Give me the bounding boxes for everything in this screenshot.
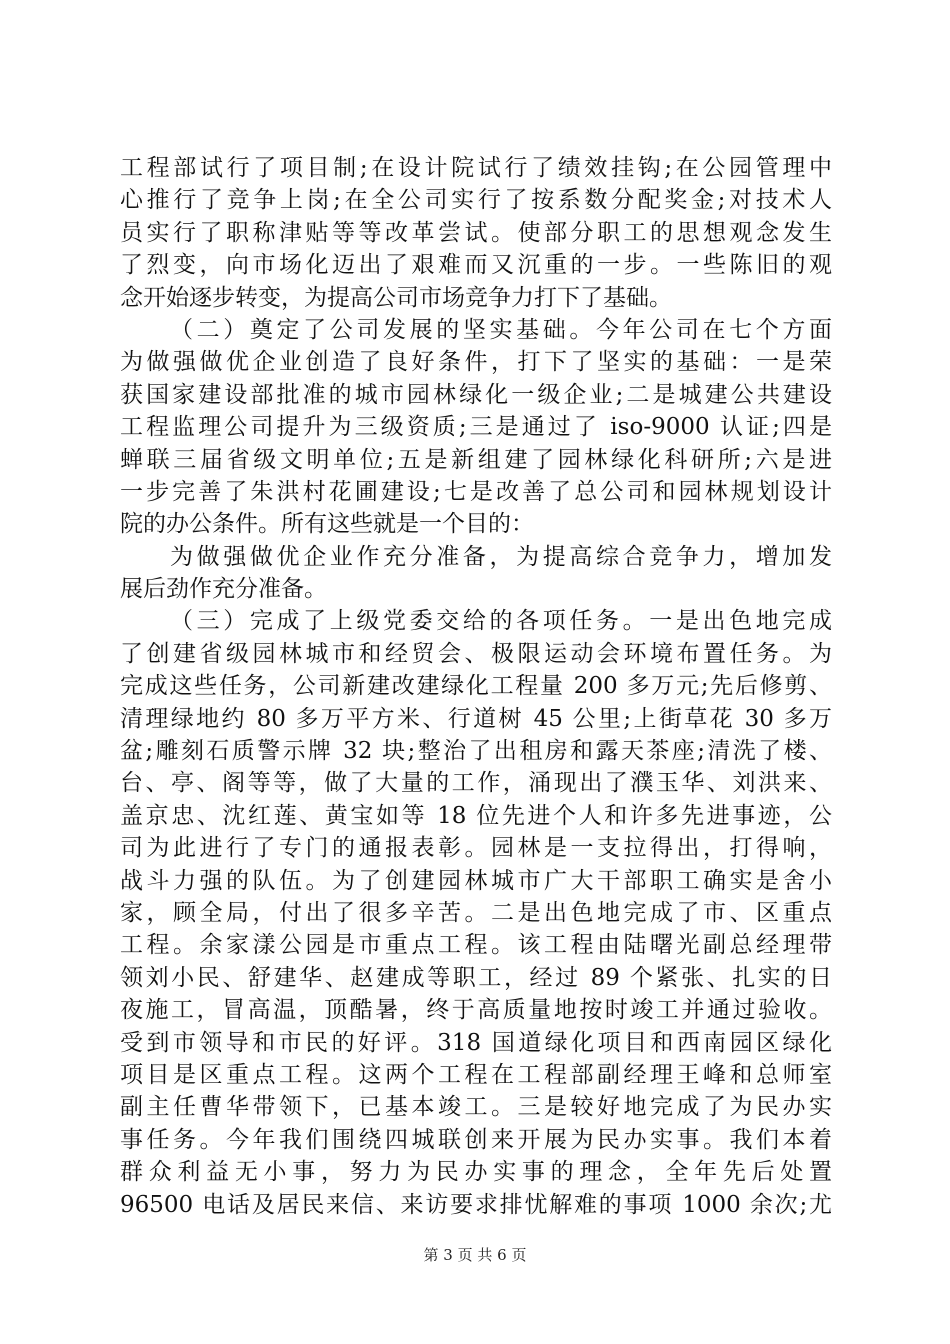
text-line: 了烈变，向市场化迈出了艰难而又沉重的一步。一些陈旧的观 xyxy=(120,252,832,279)
text-line: 为做强做优企业创造了良好条件，打下了坚实的基础：一是荣 xyxy=(120,349,832,376)
text-line: 项目是区重点工程。这两个工程在工程部副经理王峰和总师室 xyxy=(120,1061,832,1088)
text-line: 工程。余家漾公园是市重点工程。该工程由陆曙光副总经理带 xyxy=(120,932,832,959)
text-line: 副主任曹华带领下，已基本竣工。三是较好地完成了为民办实 xyxy=(120,1094,832,1121)
text-line: 院的办公条件。所有这些就是一个目的： xyxy=(120,511,534,538)
text-line: 事任务。今年我们围绕四城联创来开展为民办实事。我们本着 xyxy=(120,1126,832,1153)
text-line: 司为此进行了专门的通报表彰。园林是一支拉得出，打得响， xyxy=(120,835,832,862)
text-line: （三）完成了上级党委交给的各项任务。一是出色地完成 xyxy=(170,608,832,635)
text-line: 了创建省级园林城市和经贸会、极限运动会环境布置任务。为 xyxy=(120,640,832,667)
text-line: 清理绿地约 80 多万平方米、行道树 45 公里;上街草花 30 多万 xyxy=(120,705,832,732)
text-line: 盆;雕刻石质警示牌 32 块;整治了出租房和露天茶座;清洗了楼、 xyxy=(120,738,832,765)
text-line: （二）奠定了公司发展的坚实基础。今年公司在七个方面 xyxy=(170,316,832,343)
text-line: 为做强做优企业作充分准备，为提高综合竞争力，增加发 xyxy=(170,543,832,570)
text-line: 台、亭、阁等等，做了大量的工作，涌现出了濮玉华、刘洪来、 xyxy=(120,770,832,797)
text-line: 念开始逐步转变，为提高公司市场竞争力打下了基础。 xyxy=(120,284,672,311)
text-line: 获国家建设部批准的城市园林绿化一级企业;二是城建公共建设 xyxy=(120,381,832,408)
text-line: 一步完善了朱洪村花圃建设;七是改善了总公司和园林规划设计 xyxy=(120,478,832,505)
text-line: 蝉联三届省级文明单位;五是新组建了园林绿化科研所;六是进 xyxy=(120,446,832,473)
text-line: 展后劲作充分准备。 xyxy=(120,576,327,603)
text-line: 家，顾全局，付出了很多辛苦。二是出色地完成了市、区重点 xyxy=(120,899,832,926)
text-line: 96500 电话及居民来信、来访要求排忧解难的事项 1000 余次;尤 xyxy=(120,1191,832,1218)
text-line: 领刘小民、舒建华、赵建成等职工，经过 89 个紧张、扎实的日 xyxy=(120,964,832,991)
text-line: 受到市领导和市民的好评。318 国道绿化项目和西南园区绿化 xyxy=(120,1029,832,1056)
page-number-footer: 第 3 页 共 6 页 xyxy=(423,1246,527,1264)
text-line: 夜施工，冒高温，顶酷暑，终于高质量地按时竣工并通过验收。 xyxy=(120,997,832,1024)
text-line: 完成这些任务，公司新建改建绿化工程量 200 多万元;先后修剪、 xyxy=(120,673,832,700)
text-line: 心推行了竞争上岗;在全公司实行了按系数分配奖金;对技术人 xyxy=(120,187,832,214)
document-body xyxy=(120,152,832,1221)
text-line: 战斗力强的队伍。为了创建园林城市广大干部职工确实是舍小 xyxy=(120,867,832,894)
text-line: 员实行了职称津贴等等改革尝试。使部分职工的思想观念发生 xyxy=(120,219,832,246)
text-line: 盖京忠、沈红莲、黄宝如等 18 位先进个人和许多先进事迹，公 xyxy=(120,802,832,829)
text-line: 群众利益无小事，努力为民办实事的理念，全年先后处置 xyxy=(120,1159,832,1186)
text-line: 工程监理公司提升为三级资质;三是通过了 iso-9000 认证;四是 xyxy=(120,414,832,441)
text-line: 工程部试行了项目制;在设计院试行了绩效挂钩;在公园管理中 xyxy=(120,155,832,181)
